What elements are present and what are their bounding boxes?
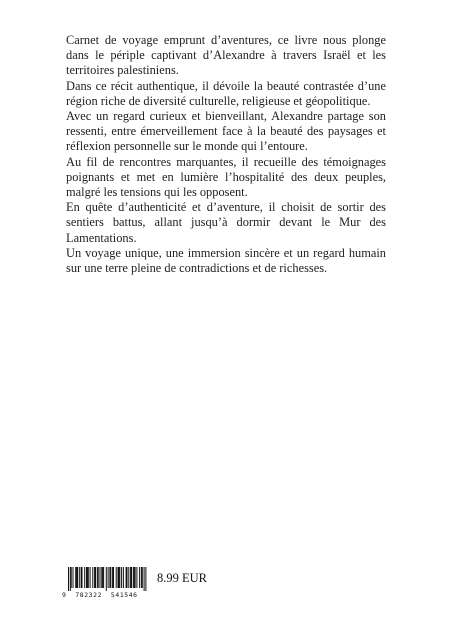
barcode-bar	[81, 567, 82, 588]
barcode-bar	[121, 567, 122, 588]
barcode-bar	[82, 567, 83, 588]
barcode-bar	[87, 567, 88, 588]
barcode-bar	[92, 567, 93, 588]
barcode-bar	[145, 567, 146, 591]
price-label: 8.99 EUR	[157, 571, 207, 585]
barcode-bar	[86, 567, 87, 588]
barcode-bar	[118, 567, 119, 588]
barcode-bar	[73, 567, 74, 588]
back-cover-blurb	[66, 33, 386, 276]
blurb-paragraph-2: Dans ce récit authentique, il dévoile la beauté contrastée d’une région riche de diversité culturelle, religieuse et géopolitique.	[66, 78, 386, 108]
barcode-bar	[131, 567, 132, 588]
barcode-bar	[123, 567, 124, 588]
isbn-number: 9 782322 541546	[62, 591, 138, 599]
barcode-bar	[71, 567, 72, 588]
blurb-paragraph-5: En quête d’authenticité et d’aventure, il choisit de sortir des sentiers battus, allant jusqu’à dormir devant le Mur des Lamentations.	[66, 200, 386, 245]
blurb-paragraph-6: Un voyage unique, une immersion sincère et un regard humain sur une terre pleine de contradictions et de richesses.	[66, 245, 386, 276]
barcode-bar	[70, 567, 71, 591]
barcode-bar	[101, 567, 102, 588]
barcode-bar	[142, 567, 143, 588]
barcode-bar	[113, 567, 114, 588]
barcode-bar	[90, 567, 91, 588]
barcode-bar	[102, 567, 103, 588]
barcode-bar	[88, 567, 89, 588]
blurb-paragraph-1: Carnet de voyage emprunt d’aventures, ce livre nous plonge dans le périple captivant d’Alexandre à travers Israël et les territoires palestiniens.	[66, 33, 386, 78]
barcode-bar	[144, 567, 145, 591]
barcode-bar	[97, 567, 98, 588]
barcode-bar	[76, 567, 77, 588]
blurb-paragraph-3: Avec un regard curieux et bienveillant, Alexandre partage son ressenti, entre émerveillement face à la beauté des paysages et réflexion personnelle sur le monde qui l’entoure.	[66, 109, 386, 154]
barcode-bar	[126, 567, 127, 588]
barcode-bar	[77, 567, 78, 588]
barcode-bar	[103, 567, 104, 588]
barcode-bar	[134, 567, 135, 588]
barcode-bar	[108, 567, 109, 588]
barcode-bar	[109, 567, 110, 588]
barcode-bar	[95, 567, 96, 588]
barcode-bar	[141, 567, 142, 588]
barcode-bar	[133, 567, 134, 588]
barcode-bar	[110, 567, 111, 588]
barcode-bar	[94, 567, 95, 588]
barcode-bar	[136, 567, 137, 588]
barcode-bar	[100, 567, 101, 588]
barcode-bar	[112, 567, 113, 588]
barcode-bar	[79, 567, 80, 588]
barcode-bar	[75, 567, 76, 588]
barcode-bar	[127, 567, 128, 588]
barcode-bar	[118, 567, 119, 588]
barcode-bar	[130, 567, 131, 588]
barcode-bar	[106, 567, 107, 591]
barcode-bar	[98, 567, 99, 588]
barcode-bar	[119, 567, 120, 588]
barcode-bar	[116, 567, 117, 588]
barcode-bar	[135, 567, 136, 588]
barcode-bar	[68, 567, 69, 591]
barcode-bar	[128, 567, 129, 588]
blurb-paragraph-4: Au fil de rencontres marquantes, il recueille des témoignages poignants et met en lumière l’hospitalité des deux peuples, malgré les tensions qui les opposent.	[66, 154, 386, 200]
barcode-bar	[84, 567, 85, 588]
barcode-bars	[62, 567, 150, 591]
barcode-bar	[139, 567, 140, 588]
